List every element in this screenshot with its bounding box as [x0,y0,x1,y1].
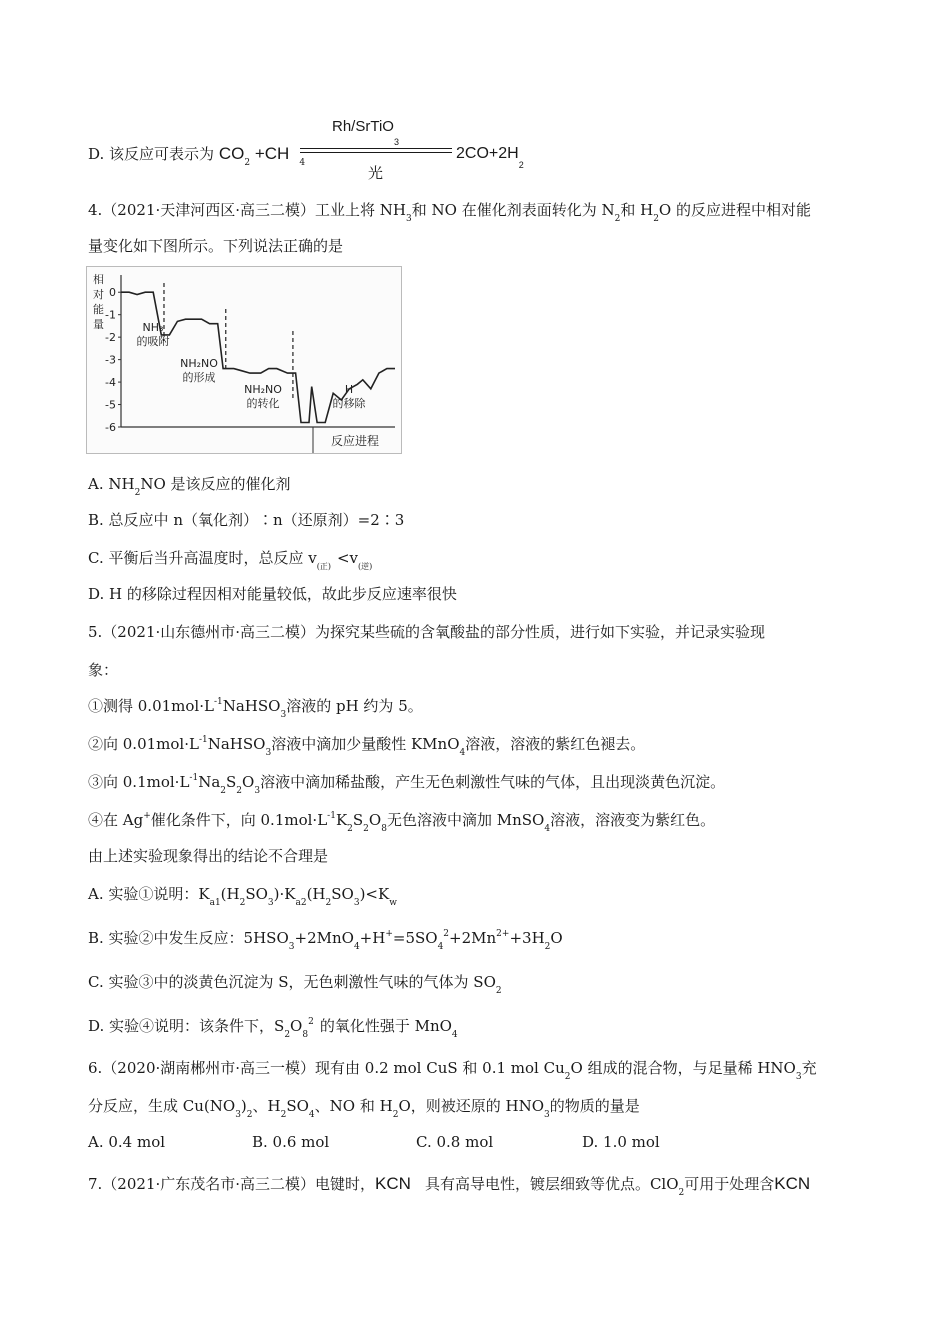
energy-chart-svg [87,267,401,453]
q3-option-d [88,144,305,167]
q4-stem-line1: 4.（2021·天津河西区·高三二模）工业上将 $NH_3$和 NO 在催化剂表面转化为 $N_2$和 $H_2O$ 的反应进程中相对能 [88,201,811,224]
option-text: D. 该反应可表示为 [88,145,215,163]
q6-option-c: C. 0.8 mol [416,1133,494,1151]
x-axis-label: 反应进程 [330,434,380,448]
q5-statement-3: ③向 $0.1mol\cdot L^{-1}Na_2S_2O_3$溶液中滴加稀盐酸，产生无色刺激性气味的气体，且出现淡黄色沉淀。 [88,773,726,796]
y-axis-label-char: 相 [93,273,104,286]
reactant-ch4: +CH [254,144,290,163]
energy-profile-chart [86,266,402,454]
q4-option-d: D. H 的移除过程因相对能量较低，故此步反应速率很快 [88,585,457,603]
q5-option-a: A. 实验①说明：$K_{a1}(H_2SO_3)\cdot K_{a2}(H_2SO_3)<K_w$ [88,885,397,908]
y-axis-label-char: 量 [93,318,104,331]
q5-question: 由上述实验现象得出的结论不合理是 [88,847,329,865]
q6-option-d: D. 1.0 mol [582,1133,660,1151]
subscript: 4 [299,158,306,168]
y-tick-label: -6 [105,421,116,434]
y-axis-label-char: 对 [93,288,104,301]
stage-annotation: NH₂NO [244,383,282,396]
y-tick-label: -2 [105,331,116,345]
q6-option-b: B. 0.6 mol [252,1133,330,1151]
q6-option-a: A. 0.4 mol [88,1133,166,1151]
stage-annotation: 的移除 [332,397,366,410]
stage-annotation: 的形成 [182,371,216,384]
subscript: 2 [244,158,251,168]
y-tick-label: -4 [105,376,116,390]
q5-stem-line2: 象： [88,661,119,679]
reaction-condition-light: 光 [368,164,384,182]
q4-option-b: B. 总反应中 n（氧化剂）∶n（还原剂）=2∶3 [88,511,405,529]
reaction-arrow [300,118,452,188]
y-tick-label: -1 [105,308,116,322]
stage-annotation: NH₂NO [180,357,218,370]
q4-option-a: A. $NH_2NO$ 是该反应的催化剂 [88,475,291,498]
q5-option-c: C. 实验③中的淡黄色沉淀为 S，无色刺激性气味的气体为 $SO_2$ [88,973,502,996]
q7-stem: 7.（2021·广东茂名市·高三二模）电键时，KCN 具有高导电性，镀层细致等优点。ClO$_2$可用于处理含KCN [88,1174,811,1198]
y-tick-label: -5 [105,398,116,412]
q5-stem-line1: 5.（2021·山东德州市·高三二模）为探究某些硫的含氧酸盐的部分性质，进行如下实验，并记录实验现 [88,623,766,641]
stage-annotation: NH₃ [142,321,164,334]
q6-stem-line2: 分反应，生成 $Cu(NO_3)_2$、$H_2SO_4$、NO 和 $H_2O$，则被还原的 $HNO_3$的物质的量是 [88,1097,640,1120]
q6-stem-line1: 6.（2020·湖南郴州市·高三一模）现有由 0.2 mol CuS 和 0.1 mol $Cu_2O$ 组成的混合物，与足量稀 $HNO_3$充 [88,1059,817,1082]
y-tick-label: -3 [105,353,116,367]
q5-statement-2: ②向 $0.01mol\cdot L^{-1}NaHSO_3$溶液中滴加少量酸性 KMnO$_4$溶液，溶液的紫红色褪去。 [88,735,646,758]
reaction-products: $2CO+2H_2$ [456,145,524,170]
q4-stem-line2: 量变化如下图所示。下列说法正确的是 [88,237,344,255]
stage-annotation: H [344,383,354,396]
q5-statement-4: ④在 Ag+催化条件下，向 $0.1mol\cdot L^{-1}K_2S_2O_8$无色溶液中滴加 MnSO$_4$溶液，溶液变为紫红色。 [88,811,716,834]
q5-option-d: D. 实验④说明：该条件下，$S_2O_8^2$ 的氧化性强于 MnO$_4$ [88,1017,458,1040]
y-axis-label-char: 能 [93,303,104,316]
q5-statement-1: ①测得 $0.01mol\cdot L^{-1}NaHSO_3$溶液的 pH 约为 5。 [88,697,423,720]
stage-annotation: 的转化 [246,397,280,410]
stage-annotation: 的吸附 [136,335,170,348]
q5-option-b: B. 实验②中发生反应：$5HSO_3+2MnO_4+H^+=5SO_4^2+2Mn^{2+}+3H_2O$ [88,929,563,952]
q4-option-c: C. 平衡后当升高温度时，总反应 $v_{(正)} <v_{(逆)}$ [88,549,373,571]
reactant-co2: CO [218,144,245,163]
reaction-condition-catalyst: Rh/SrTiO$_3$ [332,118,399,147]
y-tick-label: 0 [109,286,116,300]
